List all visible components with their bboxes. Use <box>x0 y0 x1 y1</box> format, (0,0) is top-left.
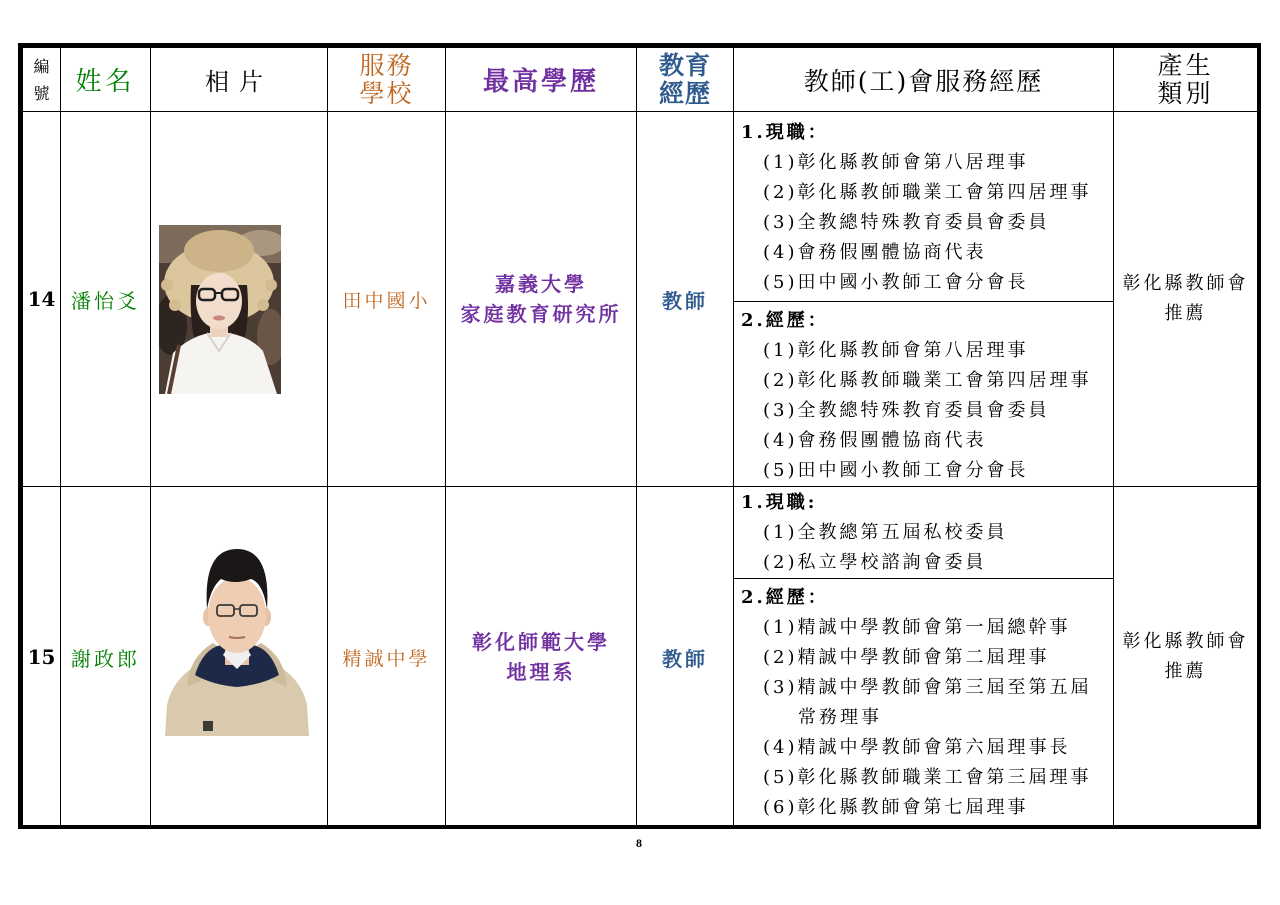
service-item: (5)田中國小教師工會分會長 <box>763 460 1029 481</box>
portrait-photo <box>165 545 309 736</box>
service-item: (5)彰化縣教師職業工會第三屆理事 <box>763 767 1092 788</box>
header-education: 最高學歷 <box>446 48 637 112</box>
category-line: 彰化縣教師會 <box>1122 631 1249 652</box>
header-school <box>328 48 446 112</box>
service-item: (3)全教總特殊教育委員會委員 <box>763 400 1050 421</box>
header-row <box>23 48 1258 112</box>
service-item: (3)精誠中學教師會第三屆至第五屆 <box>763 677 1092 698</box>
candidate-row <box>23 487 1258 579</box>
candidate-photo-cell <box>151 112 328 487</box>
header-category-line: 產生 <box>1157 50 1214 80</box>
candidate-school: 田中國小 <box>328 112 446 487</box>
header-experience-line: 教育 <box>658 50 711 80</box>
service-item: (2)精誠中學教師會第二屆理事 <box>763 647 1050 668</box>
header-number-line: 編 <box>33 56 50 76</box>
candidate-number: 14 <box>23 112 61 487</box>
portrait-photo <box>159 225 281 394</box>
candidate-education <box>446 112 637 487</box>
header-school-line: 學校 <box>359 78 414 108</box>
candidate-teaching-experience: 教師 <box>637 112 734 487</box>
header-number <box>23 48 61 112</box>
education-line: 嘉義大學 <box>495 272 587 296</box>
service-item-continuation: 常務理事 <box>798 707 882 728</box>
service-item: (5)田中國小教師工會分會長 <box>763 272 1029 293</box>
category-line: 推薦 <box>1164 661 1207 682</box>
education-line: 彰化師範大學 <box>472 630 610 654</box>
header-category-line: 類別 <box>1157 78 1214 108</box>
candidate-education <box>446 487 637 828</box>
service-current-heading: 1.現職： <box>741 122 829 143</box>
candidate-name: 謝政郎 <box>61 487 151 828</box>
service-item: (4)精誠中學教師會第六屆理事長 <box>763 737 1071 758</box>
candidate-photo-cell <box>151 487 328 828</box>
service-past-cell <box>734 579 1114 828</box>
candidate-name: 潘怡爻 <box>61 112 151 487</box>
service-item: (4)會務假團體協商代表 <box>763 242 987 263</box>
header-category <box>1114 48 1258 112</box>
category-line: 推薦 <box>1164 303 1207 324</box>
candidate-table <box>22 47 1258 828</box>
service-item: (1)彰化縣教師會第八居理事 <box>763 152 1029 173</box>
header-teaching-experience <box>637 48 734 112</box>
header-name: 姓名 <box>61 48 151 112</box>
service-past-cell <box>734 302 1114 487</box>
service-item: (2)彰化縣教師職業工會第四居理事 <box>763 182 1092 203</box>
service-current-cell <box>734 112 1114 302</box>
service-item: (6)彰化縣教師會第七屆理事 <box>763 797 1029 818</box>
education-line: 地理系 <box>506 660 576 684</box>
service-item: (2)私立學校諮詢會委員 <box>763 552 987 573</box>
candidate-category <box>1114 112 1258 487</box>
header-service-history: 教師(工)會服務經歷 <box>734 48 1114 112</box>
candidate-table-frame <box>18 43 1261 829</box>
education-line: 家庭教育研究所 <box>460 302 622 326</box>
header-experience-line: 經歷 <box>658 78 711 108</box>
service-current-heading: 1.現職: <box>741 492 818 513</box>
service-item: (1)全教總第五屆私校委員 <box>763 522 1008 543</box>
candidate-school: 精誠中學 <box>328 487 446 828</box>
candidate-teaching-experience: 教師 <box>637 487 734 828</box>
service-item: (3)全教總特殊教育委員會委員 <box>763 212 1050 233</box>
candidate-number: 15 <box>23 487 61 828</box>
page-number: 8 <box>636 836 642 850</box>
service-item: (4)會務假團體協商代表 <box>763 430 987 451</box>
candidate-row <box>23 112 1258 302</box>
service-item: (2)彰化縣教師職業工會第四居理事 <box>763 370 1092 391</box>
service-past-heading: 2.經歷： <box>741 587 829 608</box>
service-item: (1)精誠中學教師會第一屆總幹事 <box>763 617 1071 638</box>
candidate-category <box>1114 487 1258 828</box>
category-line: 彰化縣教師會 <box>1122 273 1249 294</box>
header-school-line: 服務 <box>359 50 414 80</box>
header-photo: 相片 <box>151 48 328 112</box>
header-number-line: 號 <box>33 83 50 103</box>
service-current-cell <box>734 487 1114 579</box>
service-past-heading: 2.經歷： <box>741 310 829 331</box>
service-item: (1)彰化縣教師會第八居理事 <box>763 340 1029 361</box>
